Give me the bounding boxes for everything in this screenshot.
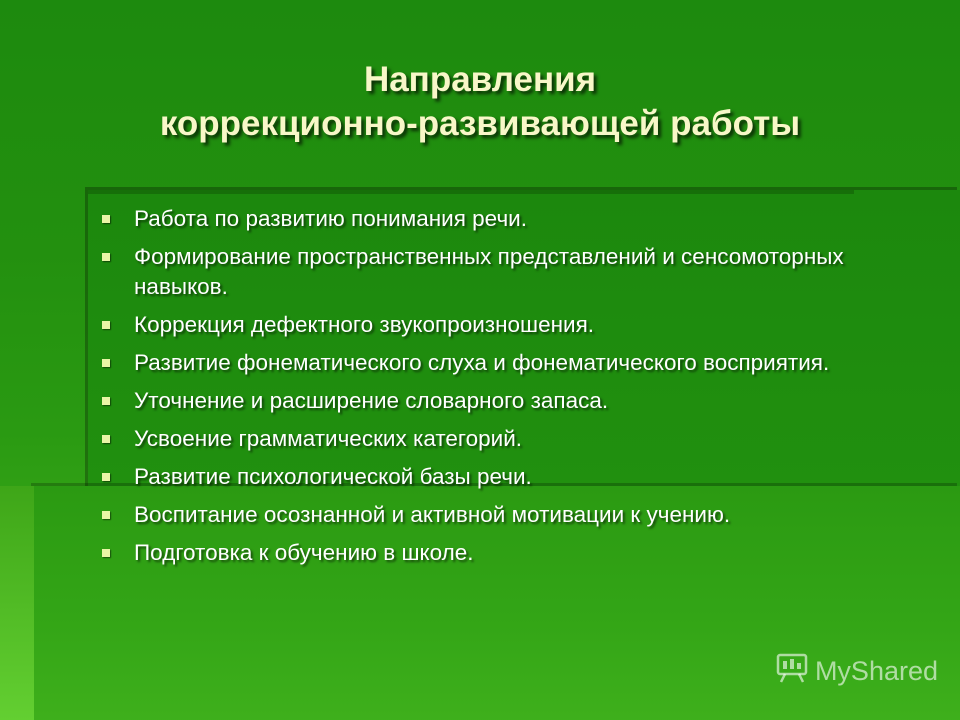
- square-bullet-icon: [102, 215, 110, 223]
- bullet-text: Усвоение грамматических категорий.: [134, 426, 523, 451]
- watermark-text: MyShared: [814, 656, 938, 686]
- bullet-item: [100, 204, 860, 234]
- bullet-text: Подготовка к обучению в школе.: [134, 540, 474, 565]
- bullet-text: Развитие фонематического слуха и фонематического восприятия.: [134, 350, 830, 375]
- bullet-list: [100, 204, 860, 576]
- slide-title-line-1: Направления: [363, 60, 597, 99]
- bullet-text: Воспитание осознанной и активной мотивации к учению.: [134, 502, 731, 527]
- bullet-item: [100, 242, 860, 302]
- square-bullet-icon: [102, 435, 110, 443]
- bullet-text: Формирование пространственных представлений и сенсомоторных навыков.: [134, 244, 844, 299]
- bullet-item: [100, 500, 860, 530]
- square-bullet-icon: [102, 253, 110, 261]
- square-bullet-icon: [102, 321, 110, 329]
- decorative-panel-strip: [0, 486, 34, 720]
- bullet-item: [100, 310, 860, 340]
- presentation-board-icon: [775, 653, 815, 690]
- bullet-text: Коррекция дефектного звукопроизношения.: [134, 312, 595, 337]
- bullet-item: [100, 462, 860, 492]
- square-bullet-icon: [102, 549, 110, 557]
- square-bullet-icon: [102, 397, 110, 405]
- bullet-item: [100, 348, 860, 378]
- bullet-text: Работа по развитию понимания речи.: [134, 206, 527, 231]
- square-bullet-icon: [102, 511, 110, 519]
- square-bullet-icon: [102, 473, 110, 481]
- bullet-item: [100, 424, 860, 454]
- square-bullet-icon: [102, 359, 110, 367]
- bullet-text: Уточнение и расширение словарного запаса.: [134, 388, 609, 413]
- bullet-text: Развитие психологической базы речи.: [134, 464, 532, 489]
- slide-title-line-2: коррекционно-развивающей работы: [159, 104, 801, 143]
- watermark[interactable]: [775, 653, 938, 690]
- slide-title: [0, 58, 960, 146]
- bullet-item: [100, 386, 860, 416]
- bullet-item: [100, 538, 860, 568]
